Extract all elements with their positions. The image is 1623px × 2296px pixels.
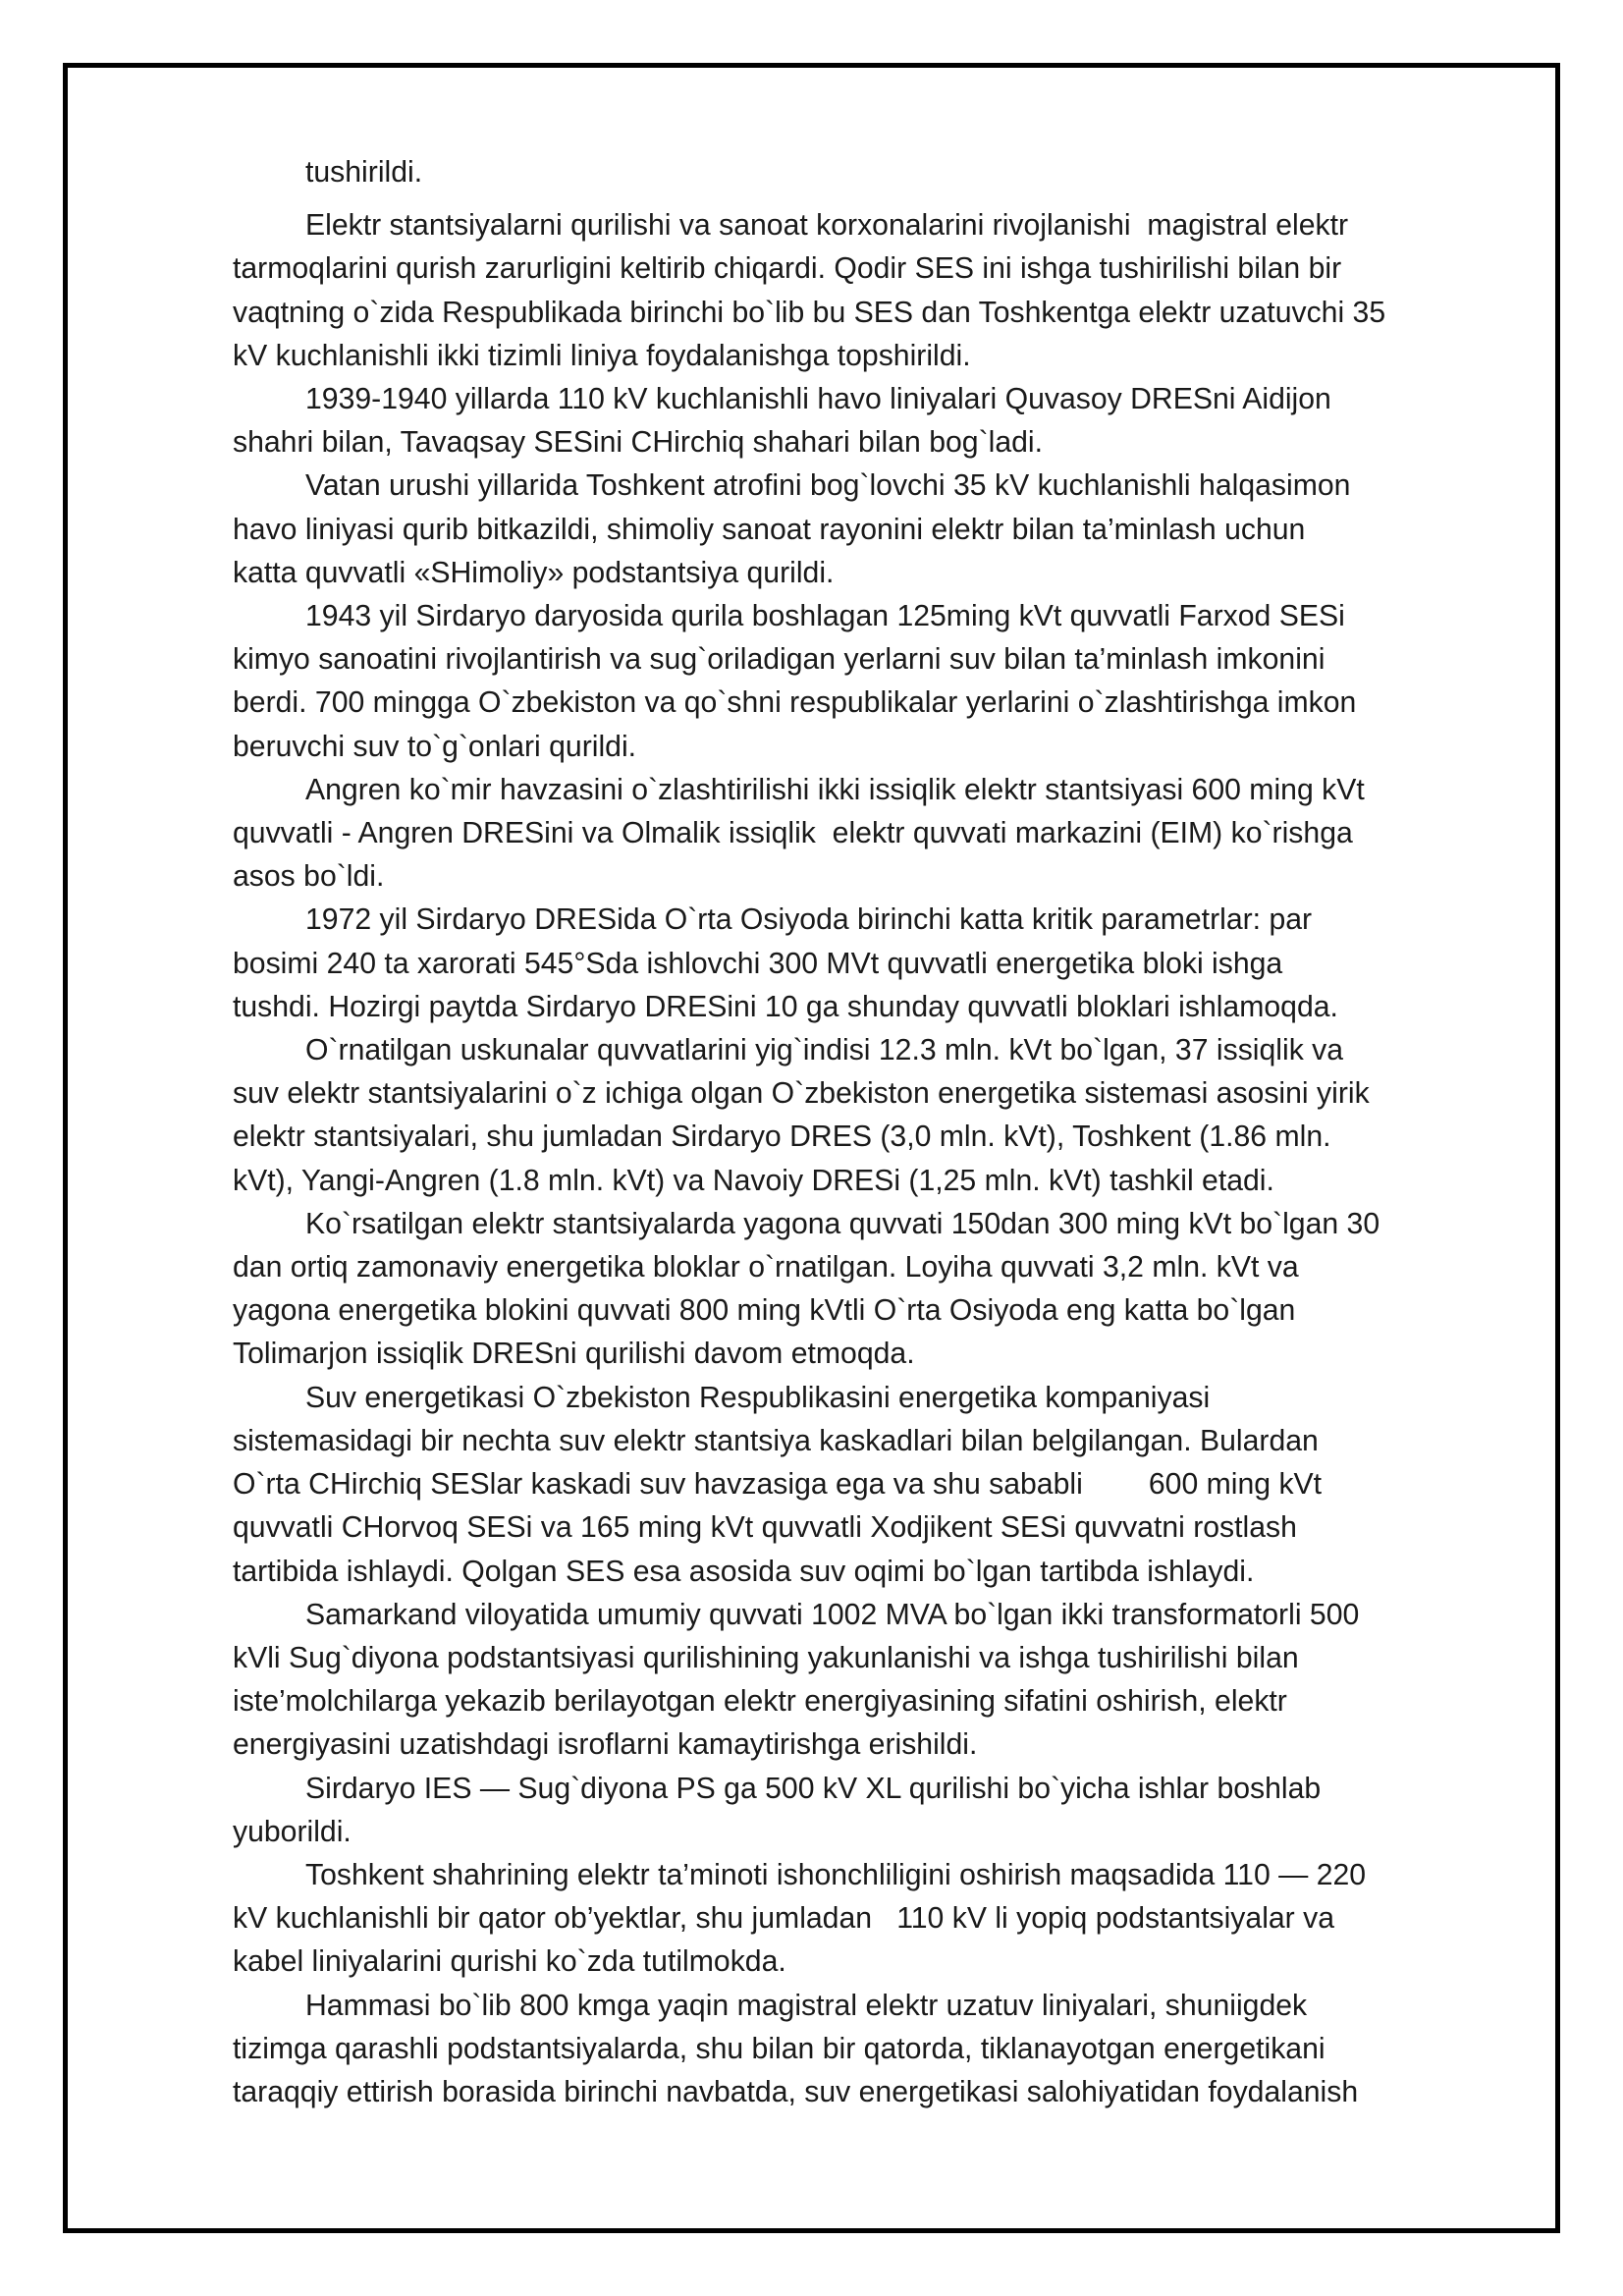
paragraph: Vatan urushi yillarida Toshkent atrofini bog`lovchi 35 kV kuchlanishli halqasimon havo liniyasi qurib bitkazildi, shimoliy sanoat rayonini elektr bilan ta’minlash uchun katta quvvatli «SHimoliy» podstantsiya qurildi.: [233, 469, 1351, 589]
paragraph: 1939-1940 yillarda 110 kV kuchlanishli havo liniyalari Quvasoy DRESni Aidijon shahri bilan, Tavaqsay SESini CHirchiq shahari bilan bog`ladi.: [233, 383, 1331, 460]
paragraph: Ko`rsatilgan elektr stantsiyalarda yagona quvvati 150dan 300 ming kVt bo`lgan 30 dan ortiq zamonaviy energetika bloklar o`rnatilgan. Loyiha quvvati 3,2 mln. kVt va yagona energetika blokini quvvati 800 ming kVtli O`rta Osiyoda eng katta bo`lgan Tolimarjon issiqlik DRESni qurilishi davom etmoqda.: [233, 1207, 1380, 1371]
paragraph: Angren ko`mir havzasini o`zlashtirilishi ikki issiqlik elektr stantsiyasi 600 ming kVt quvvatli - Angren DRESini va Olmalik issiqlik elektr quvvati markazini (EIM) ko`rishga asos bo`ldi.: [233, 773, 1365, 894]
paragraph: tushirildi.: [305, 156, 423, 189]
paragraph: 1943 yil Sirdaryo daryosida qurila boshlagan 125ming kVt quvvatli Farxod SESi kimyo sanoatini rivojlantirish va sug`oriladigan yerlarni suv bilan ta’minlash imkonini berdi. 700 mingga O`zbekiston va qo`shni respublikalar yerlarini o`zlashtirishga imkon beruvchi suv to`g`onlari qurildi.: [233, 600, 1357, 763]
paragraph: O`rnatilgan uskunalar quvvatlarini yig`indisi 12.3 mln. kVt bo`lgan, 37 issiqlik va suv elektr stantsiyalarini o`z ichiga olgan O`zbekiston energetika sistemasi asosini yirik elektr stantsiyalari, shu jumladan Sirdaryo DRES (3,0 mln. kVt), Toshkent (1.86 mln. kVt), Yangi-Angren (1.8 mln. kVt) va Navoiy DRESi (1,25 mln. kVt) tashkil etadi.: [233, 1034, 1370, 1197]
document-body: [233, 151, 1509, 2114]
paragraph: Sirdaryo IES — Sug`diyona PS ga 500 kV XL qurilishi bo`yicha ishlar boshlab yuborildi.: [233, 1772, 1322, 1848]
paragraph: Hammasi bo`lib 800 kmga yaqin magistral elektr uzatuv liniyalari, shuniigdek tizimga qarashli podstantsiyalarda, shu bilan bir qatorda, tiklanayotgan energetikani taraqqiy ettirish borasida birinchi navbatda, suv energetikasi salohiyatidan foydalanish: [233, 1989, 1359, 2108]
paragraph: Suv energetikasi O`zbekiston Respublikasini energetika kompaniyasi sistemasidagi bir nechta suv elektr stantsiya kaskadlari bilan belgilangan. Bulardan O`rta CHirchiq SESlar kaskadi suv havzasiga ega va shu sababli 600 ming kVt quvvatli CHorvoq SESi va 165 ming kVt quvvatli Xodjikent SESi quvvatni rostlash tartibida ishlaydi. Qolgan SES esa asosida suv oqimi bo`lgan tartibda ishlaydi.: [233, 1381, 1323, 1588]
paragraph: Samarkand viloyatida umumiy quvvati 1002 MVA bo`lgan ikki transformatorli 500 kVli Sug`diyona podstantsiyasi qurilishining yakunlanishi va ishga tushirilishi bilan iste’molchilarga yekazib berilayotgan elektr energiyasining sifatini oshirish, elektr energiyasini uzatishdagi isroflarni kamaytirishga erishildi.: [233, 1598, 1360, 1762]
paragraph: 1972 yil Sirdaryo DRESida O`rta Osiyoda birinchi katta kritik parametrlar: par bosimi 240 ta xarorati 545°Sda ishlovchi 300 MVt quvvatli energetika bloki ishga tushdi. Hozirgi paytda Sirdaryo DRESini 10 ga shunday quvvatli bloklari ishlamoqda.: [233, 903, 1338, 1023]
paragraph: Elektr stantsiyalarni qurilishi va sanoat korxonalarini rivojlanishi magistral elektr tarmoqlarini qurish zarurligini keltirib chiqardi. Qodir SES ini ishga tushirilishi bilan bir vaqtning o`zida Respublikada birinchi bo`lib bu SES dan Toshkentga elektr uzatuvchi 35 kV kuchlanishli ikki tizimli liniya foydalanishga topshirildi.: [233, 209, 1386, 372]
paragraph: Toshkent shahrining elektr ta’minoti ishonchliligini oshirish maqsadida 110 — 220 kV kuchlanishli bir qator ob’yektlar, shu jumladan 110 kV li yopiq podstantsiyalar va kabel liniyalarini qurishi ko`zda tutilmokda.: [233, 1858, 1367, 1979]
